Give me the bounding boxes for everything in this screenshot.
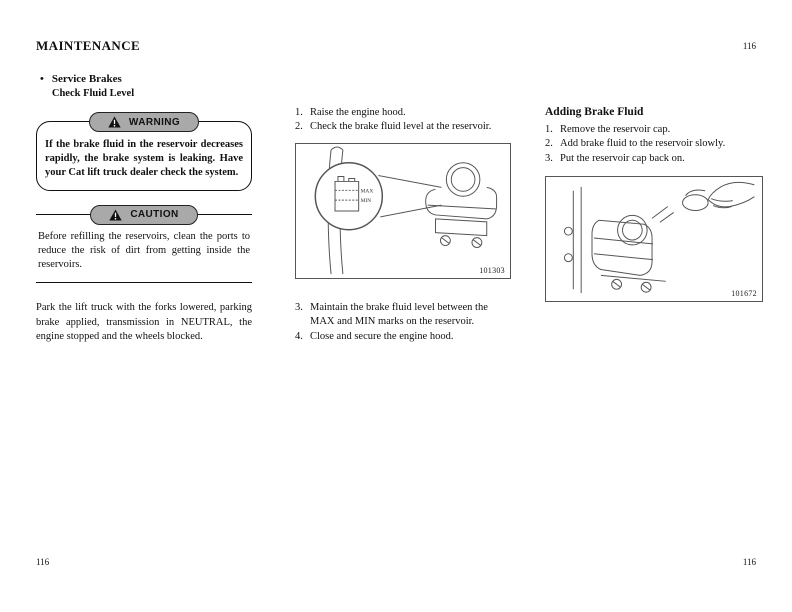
warning-label: WARNING (128, 116, 181, 128)
figure-caption: 101672 (731, 289, 757, 299)
middle-column (295, 106, 511, 344)
step-number: 1. (295, 107, 303, 118)
add-step-2 (545, 137, 763, 151)
step-text: Put the reservoir cap back on. (560, 152, 685, 164)
check-step-3 (295, 301, 511, 330)
section-heading (40, 72, 134, 101)
left-column (36, 112, 252, 345)
max-mark-label: MAX (360, 188, 374, 195)
caution-text: Before refilling the reservoirs, clean the ports to reduce the risk of dirt from getting inside the reservoirs. (36, 214, 252, 284)
step-number: 4. (295, 330, 303, 342)
caution-label-tab (90, 205, 197, 225)
add-step-1 (545, 123, 763, 137)
figure-remove-cap (545, 176, 763, 302)
warning-block (36, 112, 252, 191)
reservoir-cap-removal-illustration (546, 177, 762, 301)
warning-text: If the brake fluid in the reservoir decreases rapidly, the brake system is leaking. Have your Cat lift truck dealer check the system. (36, 121, 252, 191)
figure-reservoir-level (295, 143, 511, 279)
check-step-1 (295, 106, 511, 120)
caution-block (36, 205, 252, 284)
step-text: Raise the engine hood. (310, 107, 406, 118)
step-number: 3. (295, 301, 303, 313)
page-title: MAINTENANCE (36, 38, 141, 53)
warning-triangle-icon (108, 116, 121, 128)
warning-label-tab (89, 112, 199, 132)
step-number: 3. (545, 152, 553, 164)
right-column (545, 106, 763, 302)
step-text: Check the brake fluid level at the reservoir. (310, 121, 492, 133)
step-number: 2. (545, 138, 553, 150)
section-subtitle: Check Fluid Level (51, 88, 135, 100)
check-step-2 (295, 120, 511, 134)
figure-caption: 101303 (479, 265, 505, 275)
caution-triangle-icon (109, 209, 122, 221)
brake-reservoir-level-illustration (296, 144, 510, 278)
page-number-bottom-right: 116 (742, 557, 756, 567)
step-text: Close and secure the engine hood. (310, 330, 454, 342)
park-instructions-paragraph: Park the lift truck with the forks lowered, parking brake applied, transmission in NEUTRAL, the engine stopped and the wheels blocked. (36, 302, 252, 343)
step-number: 1. (545, 124, 553, 135)
adding-brake-fluid-heading: Adding Brake Fluid (545, 106, 644, 118)
step-text: Remove the reservoir cap. (560, 124, 671, 135)
step-text: Maintain the brake fluid level between the MAX and MIN marks on the reservoir. (310, 301, 488, 328)
check-step-4 (295, 330, 511, 344)
add-step-3 (545, 152, 763, 166)
bullet-marker: • (40, 73, 44, 85)
page-number-top: 116 (742, 41, 756, 51)
step-number: 2. (295, 121, 303, 133)
page-number-bottom-left: 116 (36, 557, 50, 567)
caution-label: CAUTION (130, 209, 179, 221)
min-mark-label: MIN (360, 198, 372, 205)
section-title: Service Brakes (51, 73, 122, 85)
step-text: Add brake fluid to the reservoir slowly. (560, 138, 726, 150)
